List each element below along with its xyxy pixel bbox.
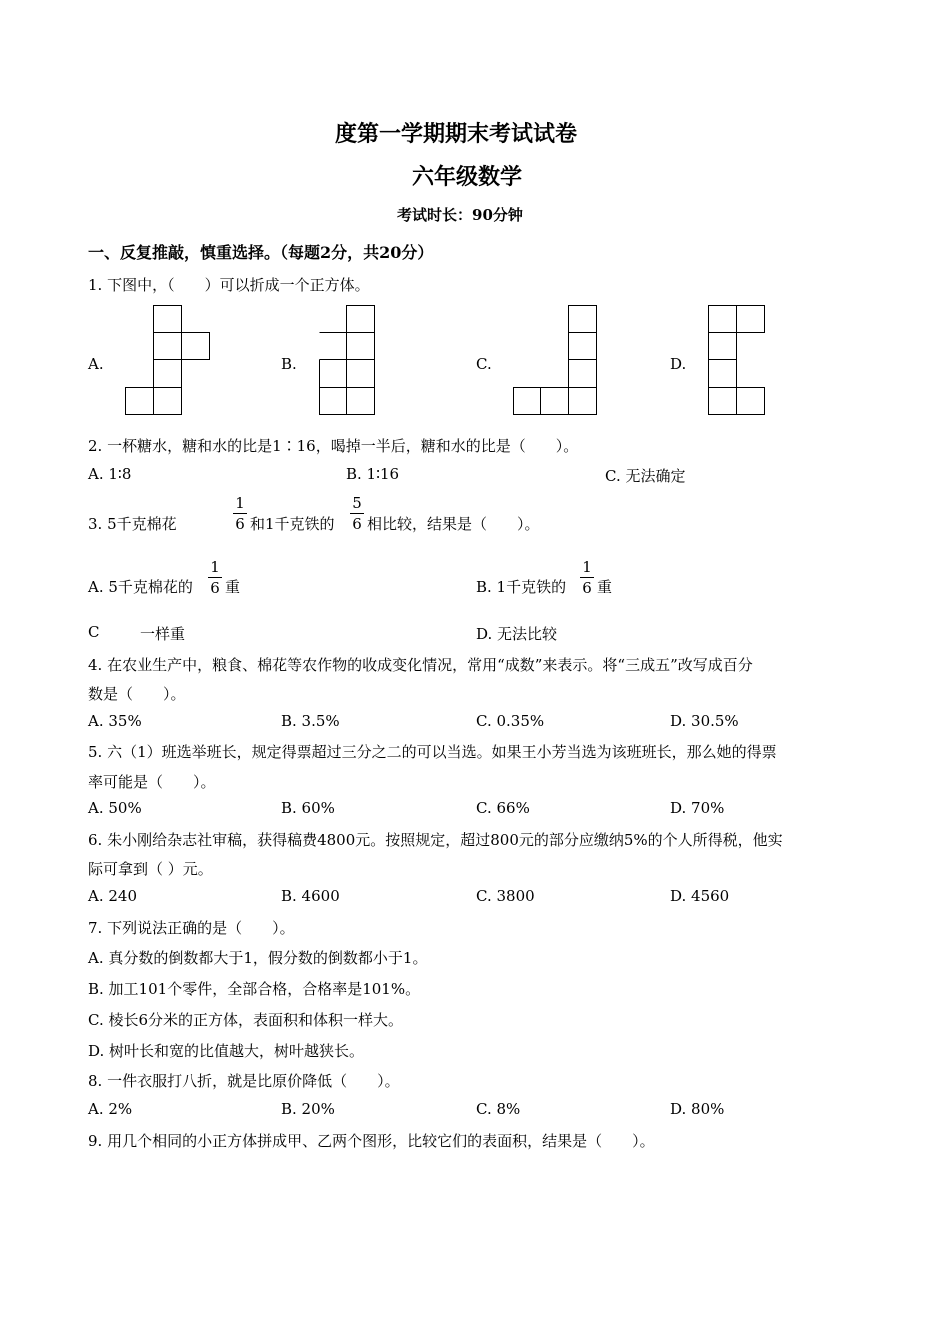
q6-line1: 6. 朱小刚给杂志社审稿，获得稿费4800元。按照规定，超过800元的部分应缴纳5%的个人所得税，他实	[88, 831, 783, 849]
q3-option-b-fraction	[580, 558, 594, 597]
q3-option-a-suffix: 重	[225, 578, 241, 596]
q6-line2: 际可拿到（ ）元。	[88, 860, 213, 878]
q6-option-d: D. 4560	[670, 887, 730, 905]
q8-option-a: A. 2%	[88, 1100, 133, 1118]
q7-option-a: A. 真分数的倒数都大于1，假分数的倒数都小于1。	[88, 949, 428, 967]
cube-net-c	[512, 305, 598, 416]
q5-option-a: A. 50%	[88, 799, 142, 817]
q3-option-b: B. 1千克铁的	[476, 578, 567, 596]
cube-net-a	[124, 305, 210, 416]
q2-option-c: C. 无法确定	[605, 467, 686, 485]
q3-option-a: A. 5千克棉花的	[88, 578, 193, 596]
q3-opt-a-denominator: 6	[210, 579, 220, 597]
q1-label-d: D.	[670, 355, 687, 373]
q3-option-c: 一样重	[140, 625, 186, 643]
q3-stem-a: 3. 5千克棉花	[88, 515, 177, 533]
q8-option-c: C. 8%	[476, 1100, 521, 1118]
q3-stem-b: 和1千克铁的	[250, 515, 335, 533]
exam-subtitle: 六年级数学	[412, 164, 523, 190]
q5-option-c: C. 66%	[476, 799, 530, 817]
q3-frac1-numerator: 1	[235, 494, 245, 512]
q3-opt-b-numerator: 1	[582, 558, 592, 576]
q5-line2: 率可能是（ ）。	[88, 773, 216, 791]
cube-net-b	[318, 305, 376, 416]
q6-option-c: C. 3800	[476, 887, 535, 905]
q2-option-a: A. 1∶8	[88, 465, 132, 483]
q5-option-d: D. 70%	[670, 799, 725, 817]
q4-line2: 数是（ ）。	[88, 685, 186, 703]
q3-option-d: D. 无法比较	[476, 625, 558, 643]
q2-option-b: B. 1∶16	[346, 465, 400, 483]
q7-option-c: C. 棱长6分米的正方体，表面积和体积一样大。	[88, 1011, 404, 1029]
q1-label-a: A.	[88, 355, 104, 373]
q8-stem: 8. 一件衣服打八折，就是比原价降低（ ）。	[88, 1072, 400, 1090]
q4-line1: 4. 在农业生产中，粮食、棉花等农作物的收成变化情况，常用“成数”来表示。将“三成五”改写成百分	[88, 656, 753, 674]
q3-stem-c: 相比较，结果是（ ）。	[367, 515, 540, 533]
q3-opt-a-numerator: 1	[210, 558, 220, 576]
q6-option-a: A. 240	[88, 887, 137, 905]
q4-option-d: D. 30.5%	[670, 712, 739, 730]
q8-option-b: B. 20%	[281, 1100, 335, 1118]
q8-option-d: D. 80%	[670, 1100, 725, 1118]
q4-option-c: C. 0.35%	[476, 712, 545, 730]
exam-duration: 考试时长：90分钟	[397, 206, 523, 224]
section-heading: 一、反复推敲，慎重选择。（每题2分，共20分）	[88, 243, 434, 262]
q3-opt-b-denominator: 6	[582, 579, 592, 597]
q3-option-b-suffix: 重	[597, 578, 613, 596]
q4-option-a: A. 35%	[88, 712, 142, 730]
q1-label-b: B.	[281, 355, 297, 373]
q3-frac2-numerator: 5	[352, 494, 362, 512]
q9-stem: 9. 用几个相同的小正方体拼成甲、乙两个图形，比较它们的表面积，结果是（ ）。	[88, 1132, 655, 1150]
q3-fraction-one-sixth	[233, 494, 247, 533]
exam-title: 度第一学期期末考试试卷	[335, 121, 578, 147]
q3-fraction-five-sixths	[350, 494, 364, 533]
q2-stem: 2. 一杯糖水，糖和水的比是1∶16，喝掉一半后，糖和水的比是（ ）。	[88, 437, 579, 455]
q6-option-b: B. 4600	[281, 887, 340, 905]
q7-option-b: B. 加工101个零件，全部合格，合格率是101%。	[88, 980, 421, 998]
q3-frac1-denominator: 6	[235, 515, 245, 533]
q1-stem: 1. 下图中，（ ）可以折成一个正方体。	[88, 276, 370, 294]
q5-option-b: B. 60%	[281, 799, 335, 817]
q1-label-c: C.	[476, 355, 492, 373]
q3-option-c-label: C	[88, 623, 100, 641]
q7-option-d: D. 树叶长和宽的比值越大，树叶越狭长。	[88, 1042, 365, 1060]
q3-frac2-denominator: 6	[352, 515, 362, 533]
q3-option-a-fraction	[208, 558, 222, 597]
q4-option-b: B. 3.5%	[281, 712, 340, 730]
q5-line1: 5. 六（1）班选举班长，规定得票超过三分之二的可以当选。如果王小芳当选为该班班长，那么她的得票	[88, 743, 777, 761]
q7-stem: 7. 下列说法正确的是（ ）。	[88, 919, 295, 937]
cube-net-d	[707, 305, 767, 416]
